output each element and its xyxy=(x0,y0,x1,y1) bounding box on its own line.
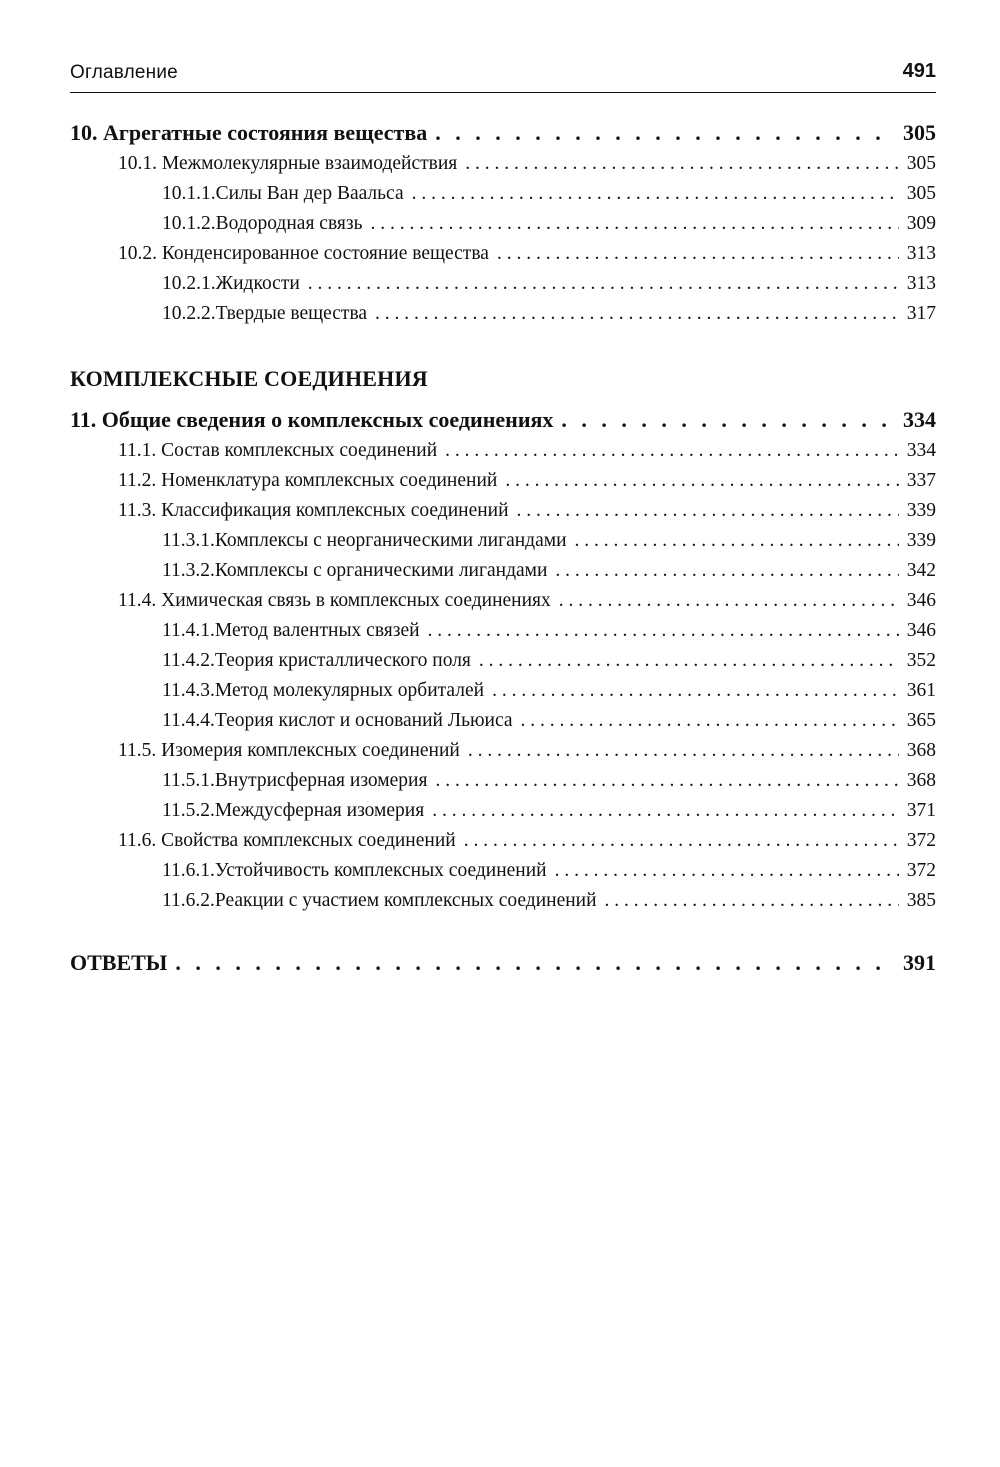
dot-leader xyxy=(517,500,899,522)
dot-leader xyxy=(575,530,899,552)
toc-entry-page: 305 xyxy=(903,120,936,145)
toc-entry-page: 339 xyxy=(906,530,936,551)
running-title: Оглавление xyxy=(70,62,178,83)
toc-section-10-2[interactable] xyxy=(118,243,936,265)
toc-entry-page: 365 xyxy=(906,710,936,731)
dot-leader xyxy=(605,890,899,912)
toc-entry-title: 11.2. Номенклатура комплексных соединений xyxy=(118,470,498,491)
toc-entry-title: 11.3. Классификация комплексных соединений xyxy=(118,500,509,521)
toc-entry-page: 372 xyxy=(906,860,936,881)
dot-leader xyxy=(505,470,898,492)
dot-leader xyxy=(375,303,899,325)
toc-entry-page: 313 xyxy=(906,243,936,264)
toc-chapter-11[interactable] xyxy=(70,407,936,433)
toc-entry-page: 391 xyxy=(903,950,936,975)
toc-entry-page: 305 xyxy=(906,183,936,204)
toc-section-11-3[interactable] xyxy=(118,500,936,522)
toc-entry-title: 10.1. Межмолекулярные взаимодействия xyxy=(118,153,458,174)
toc-entry-title: 10.1.2.Водородная связь xyxy=(162,213,363,234)
toc-entry-title: ОТВЕТЫ xyxy=(70,950,168,975)
dot-leader xyxy=(559,590,899,612)
running-head xyxy=(70,58,936,93)
dot-leader xyxy=(370,213,898,235)
toc-entry-page: 371 xyxy=(906,800,936,821)
dot-leader xyxy=(445,440,899,462)
toc-entry-page: 346 xyxy=(906,620,936,641)
toc-entry-title: 10. Агрегатные состояния вещества xyxy=(70,120,428,145)
toc-entry-title: 11.5.1.Внутрисферная изомерия xyxy=(162,770,428,791)
toc-subsection-11-3-2[interactable] xyxy=(162,560,936,582)
dot-leader xyxy=(465,153,899,175)
toc-entry-title: 10.2.1.Жидкости xyxy=(162,273,300,294)
toc-subsection-11-5-1[interactable] xyxy=(162,770,936,792)
toc-subsection-11-5-2[interactable] xyxy=(162,800,936,822)
toc-entry-title: 11.4.3.Метод молекулярных орбиталей xyxy=(162,680,485,701)
toc-entry-title: 11.1. Состав комплексных соединений xyxy=(118,440,438,461)
dot-leader xyxy=(464,830,899,852)
dot-leader xyxy=(521,710,899,732)
dot-leader xyxy=(468,740,899,762)
toc-section-11-6[interactable] xyxy=(118,830,936,852)
toc-entry-title: 11.4.4.Теория кислот и оснований Льюиса xyxy=(162,710,513,731)
toc-entry-page: 368 xyxy=(906,740,936,761)
toc-entry-page: 346 xyxy=(906,590,936,611)
dot-leader xyxy=(555,860,899,882)
toc-entry-title: 11.3.2.Комплексы с органическими лигандами xyxy=(162,560,548,581)
toc-section-10-1[interactable] xyxy=(118,153,936,175)
toc-subsection-10-1-2[interactable] xyxy=(162,213,936,235)
toc-entry-page: 313 xyxy=(906,273,936,294)
dot-leader xyxy=(435,770,898,792)
toc-entry-page: 342 xyxy=(906,560,936,581)
toc-entry-title: 10.1.1.Силы Ван дер Ваальса xyxy=(162,183,404,204)
dot-leader xyxy=(561,407,895,433)
dot-leader xyxy=(435,120,895,146)
toc-subsection-11-3-1[interactable] xyxy=(162,530,936,552)
dot-leader xyxy=(432,800,899,822)
toc-entry-page: 361 xyxy=(906,680,936,701)
toc-chapter-10[interactable] xyxy=(70,120,936,146)
dot-leader xyxy=(492,680,899,702)
toc-entry-page: 352 xyxy=(906,650,936,671)
toc-entry-title: 11.4.2.Теория кристаллического поля xyxy=(162,650,471,671)
toc-subsection-10-2-2[interactable] xyxy=(162,303,936,325)
dot-leader xyxy=(555,560,898,582)
toc-entry-title: 11.6.2.Реакции с участием комплексных соединений xyxy=(162,890,597,911)
page-number: 491 xyxy=(902,60,936,82)
toc-entry-title: 11.3.1.Комплексы с неорганическими лигандами xyxy=(162,530,567,551)
toc-subsection-11-4-2[interactable] xyxy=(162,650,936,672)
toc-entry-page: 317 xyxy=(906,303,936,324)
toc-entry-page: 372 xyxy=(906,830,936,851)
toc-entry-page: 385 xyxy=(906,890,936,911)
toc-subsection-11-4-1[interactable] xyxy=(162,620,936,642)
dot-leader xyxy=(175,950,895,976)
dot-leader xyxy=(308,273,899,295)
toc-entry-title: 11.5. Изомерия комплексных соединений xyxy=(118,740,460,761)
toc-subsection-10-1-1[interactable] xyxy=(162,183,936,205)
toc-entry-title: 11.4. Химическая связь в комплексных соединениях xyxy=(118,590,551,611)
toc-entry-title: 11.5.2.Междусферная изомерия xyxy=(162,800,425,821)
toc-subsection-11-6-1[interactable] xyxy=(162,860,936,882)
toc-section-11-5[interactable] xyxy=(118,740,936,762)
toc-section-11-1[interactable] xyxy=(118,440,936,462)
toc-entry-title: 11.6.1.Устойчивость комплексных соединений xyxy=(162,860,547,881)
toc-subsection-11-6-2[interactable] xyxy=(162,890,936,912)
toc-answers[interactable] xyxy=(70,950,936,976)
toc-entry-page: 339 xyxy=(906,500,936,521)
toc-entry-page: 337 xyxy=(906,470,936,491)
toc-section-11-4[interactable] xyxy=(118,590,936,612)
toc-section-11-2[interactable] xyxy=(118,470,936,492)
toc-entry-page: 305 xyxy=(906,153,936,174)
toc-entry-title: 11. Общие сведения о комплексных соединениях xyxy=(70,407,554,432)
toc-entry-page: 309 xyxy=(906,213,936,234)
toc-subsection-10-2-1[interactable] xyxy=(162,273,936,295)
dot-leader xyxy=(412,183,899,205)
dot-leader xyxy=(497,243,899,265)
dot-leader xyxy=(428,620,899,642)
toc-entry-page: 368 xyxy=(906,770,936,791)
toc-entry-page: 334 xyxy=(906,440,936,461)
toc-entry-page: 334 xyxy=(903,407,936,432)
dot-leader xyxy=(479,650,899,672)
toc-subsection-11-4-4[interactable] xyxy=(162,710,936,732)
toc-entry-title: 10.2.2.Твердые вещества xyxy=(162,303,368,324)
toc-entry-title: 10.2. Конденсированное состояние вещества xyxy=(118,243,489,264)
part-heading: КОМПЛЕКСНЫЕ СОЕДИНЕНИЯ xyxy=(70,366,428,391)
toc-entry-title: 11.6. Свойства комплексных соединений xyxy=(118,830,456,851)
toc-entry-title: 11.4.1.Метод валентных связей xyxy=(162,620,420,641)
toc-subsection-11-4-3[interactable] xyxy=(162,680,936,702)
